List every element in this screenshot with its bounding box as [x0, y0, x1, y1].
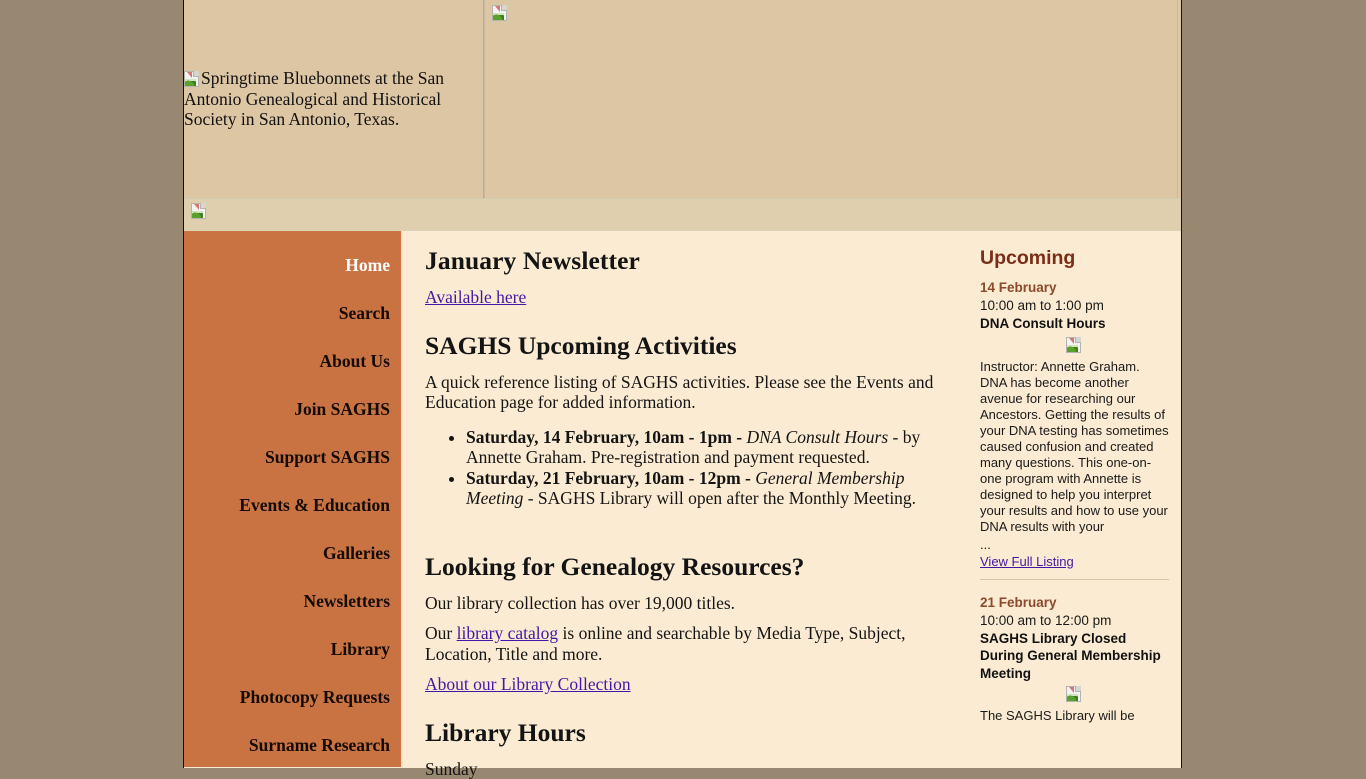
sidebar-item-home[interactable]: Home [184, 241, 401, 289]
library-hours-first-day: Sunday [425, 759, 950, 779]
activity-when: Saturday, 21 February, 10am - 12pm - [466, 468, 755, 488]
event-title: DNA Consult Hours [980, 315, 1169, 333]
event-thumbnail [980, 682, 1169, 706]
resources-heading: Looking for Genealogy Resources? [425, 553, 950, 581]
upcoming-event [980, 279, 1169, 580]
header-banner-right [484, 0, 1178, 198]
event-title: SAGHS Library Closed During General Membership Meeting [980, 630, 1169, 683]
view-full-listing-link[interactable]: View Full Listing [980, 554, 1074, 569]
main-content [403, 231, 968, 767]
resources-titles-count: Our library collection has over 19,000 titles. [425, 593, 950, 614]
about-library-collection-link[interactable]: About our Library Collection [425, 674, 631, 694]
event-date: 14 February [980, 279, 1169, 297]
sidebar-item-photocopy-requests[interactable]: Photocopy Requests [184, 673, 401, 721]
header-strip-image [191, 203, 1181, 230]
event-more [980, 554, 1169, 570]
upcoming-sidebar [968, 231, 1181, 767]
page-columns [184, 231, 1181, 767]
header-banner-left-alt-text: Springtime Bluebonnets at the San Antonio Genealogical and Historical Society in San Antonio, Texas. [184, 68, 444, 129]
header-banner-left [184, 0, 484, 198]
activities-list [425, 427, 950, 509]
activity-when: Saturday, 14 February, 10am - 1pm - [466, 427, 747, 447]
sidebar-item-join-saghs[interactable]: Join SAGHS [184, 385, 401, 433]
activity-detail: - by Annette Graham. Pre-registration and payment requested. [466, 427, 920, 468]
broken-image-icon [492, 5, 507, 21]
activity-title: DNA Consult Hours [747, 427, 889, 447]
catalog-prefix: Our [425, 623, 457, 643]
activities-intro: A quick reference listing of SAGHS activities. Please see the Events and Education page for added information. [425, 372, 950, 413]
list-item [466, 427, 950, 468]
header-strip [184, 198, 1181, 231]
event-time: 10:00 am to 1:00 pm [980, 297, 1169, 315]
event-thumbnail [980, 333, 1169, 357]
header-banner-left-alt [184, 68, 483, 130]
divider [980, 579, 1169, 580]
sidebar-item-newsletters[interactable]: Newsletters [184, 577, 401, 625]
broken-image-icon [1066, 337, 1081, 353]
sidebar-item-library[interactable]: Library [184, 625, 401, 673]
sidebar-item-search[interactable]: Search [184, 289, 401, 337]
upcoming-heading: Upcoming [980, 248, 1169, 268]
sidebar-item-galleries[interactable]: Galleries [184, 529, 401, 577]
event-time: 10:00 am to 12:00 pm [980, 612, 1169, 630]
broken-image-icon [184, 71, 199, 87]
site-header [184, 0, 1181, 198]
collection-link-paragraph [425, 674, 950, 695]
sidebar-item-about-us[interactable]: About Us [184, 337, 401, 385]
activity-detail: - SAGHS Library will open after the Monthly Meeting. [523, 488, 916, 508]
library-catalog-link[interactable]: library catalog [457, 623, 559, 643]
event-description: The SAGHS Library will be [980, 708, 1169, 724]
newsletter-link-paragraph [425, 287, 950, 308]
broken-image-icon [1066, 686, 1081, 702]
sidebar-item-events-education[interactable]: Events & Education [184, 481, 401, 529]
broken-image-icon [191, 203, 206, 219]
event-description-ellipsis: ... [980, 537, 1169, 553]
site-page [183, 0, 1182, 768]
newsletter-available-link[interactable]: Available here [425, 287, 526, 307]
event-date: 21 February [980, 594, 1169, 612]
upcoming-event [980, 594, 1169, 725]
catalog-paragraph [425, 623, 950, 664]
activities-heading: SAGHS Upcoming Activities [425, 332, 950, 360]
activity-title: General Membership Meeting [466, 468, 904, 509]
library-hours-heading: Library Hours [425, 719, 950, 747]
sidebar-item-support-saghs[interactable]: Support SAGHS [184, 433, 401, 481]
spacer [425, 519, 950, 529]
main-navigation [184, 231, 403, 767]
event-description: Instructor: Annette Graham. DNA has become another avenue for researching our Ancestors. Getting the results of your DNA testing has sometimes caused confusion and created many questions. This one-on-one program with Annette is designed to help you interpret your results and how to use your DNA results with your [980, 359, 1169, 535]
list-item [466, 468, 950, 509]
sidebar-item-surname-research[interactable]: Surname Research [184, 721, 401, 769]
newsletter-heading: January Newsletter [425, 247, 950, 275]
catalog-suffix: is online and searchable by Media Type, Subject, Location, Title and more. [425, 623, 906, 664]
